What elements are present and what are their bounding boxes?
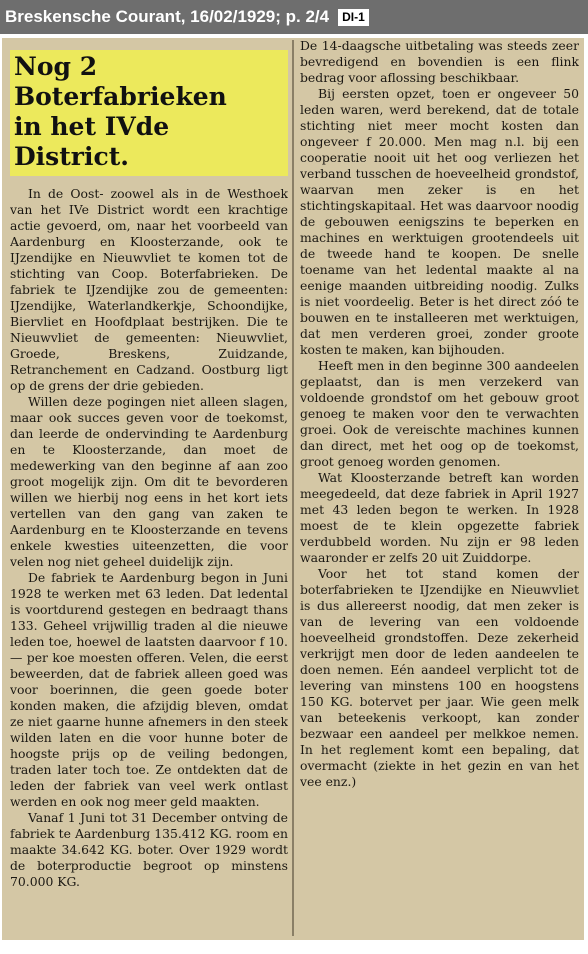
paragraph: Vanaf 1 Juni tot 31 December ontving de fabriek te Aardenburg 135.412 KG. room en maakte 34.642 KG. boter. Over 1929 wordt de boterproductie begroot op minstens 70.000 KG. xyxy=(10,810,288,889)
paragraph: Bij eersten opzet, toen er ongeveer 50 leden waren, werd berekend, dat de totale stichting niet meer mocht kosten dan ongeveer f 20.000. Men mag n.l. bij een cooperatie nooit uit het oog verliezen het verband tusschen de hoeveelheid grondstof, waarvan men zeker is en het stichtingskapitaal. Het was daarvoor noodig de gebouwen eenigszins te beperken en machines en werktuigen grootendeels uit de tweede hand te koopen. De snelle toename van het ledental maakte al na eenige maanden uitbreiding noodig. Zulks is niet voordeelig. Beter is het direct zóó te bouwen en te installeeren met werktuigen, dat men verderen groei, zonder groote kosten te maken, kan bijhouden. xyxy=(300,86,579,357)
paragraph: In de Oost- zoowel als in de Westhoek van het IVe District wordt een krachtige actie gevoerd, om, naar het voorbeeld van Aardenburg en Kloosterzande, ook te IJzendijke en Nieuwvliet te komen tot de stichting van Coop. Boterfabrieken. De fabriek te IJzendijke zou de gemeenten: IJzendijke, Waterlandkerkje, Schoondijke, Biervliet en Hoofdplaat bestrijken. Die te Nieuwvliet de gemeenten: Nieuwvliet, Groede, Breskens, Zuidzande, Retranchement en Cadzand. Oostburg ligt op de grens der drie gebieden. xyxy=(10,186,288,393)
headline-line-1: Nog 2 Boterfabrieken xyxy=(14,52,227,111)
paragraph: Heeft men in den beginne 300 aandeelen geplaatst, dan is men verzekerd van voldoende grondstof om het gebouw groot genoeg te maken voor den te verwachten groei. Ook de vereischte machines kunnen dan direct, met het oog op de toekomst, groot genoeg worden genomen. xyxy=(300,358,579,469)
newspaper-clipping xyxy=(2,38,584,940)
document-badge: DI-1 xyxy=(338,9,369,26)
paragraph-continued: De 14-daagsche uitbetaling was steeds zeer bevredigend en bovendien is een flink bedrag voor aflossing beschikbaar. xyxy=(300,38,579,85)
page-title: Breskensche Courant, 16/02/1929; p. 2/4 xyxy=(5,7,330,26)
paragraph: Voor het tot stand komen der boterfabrieken te IJzendijke en Nieuwvliet is dus allereerst noodig, dat men zeker is van de levering van een voldoende hoeveelheid grondstoffen. Deze zekerheid verkrijgt men door de leden aandeelen te doen nemen. Eén aandeel verplicht tot de levering van minstens 100 en hoogstens 150 KG. botervet per jaar. Wie geen melk van beteekenis verkoopt, kan zonder bezwaar een aandeel per melkkoe nemen. In het reglement komt een bepaling, dat overmacht (ziekte in het gezin en van het vee enz.) xyxy=(300,566,579,789)
headline-line-2: in het IVde District. xyxy=(14,112,170,171)
left-column xyxy=(10,38,288,938)
title-bar xyxy=(0,0,588,34)
column-divider xyxy=(292,40,294,936)
headline xyxy=(10,50,288,176)
paragraph: Wat Kloosterzande betreft kan worden meegedeeld, dat deze fabriek in April 1927 met 43 leden begon te werken. In 1928 moest de te klein opgezette fabriek verdubbeld worden. Nu zijn er 98 leden waaronder er zelfs 20 uit Zuiddorpe. xyxy=(300,470,579,565)
right-column xyxy=(300,38,579,938)
paragraph: Willen deze pogingen niet alleen slagen, maar ook succes geven voor de toekomst, dan leerde de ondervinding te Aardenburg en te Kloosterzande, dan moet de medewerking van den beginne af aan zoo groot mogelijk zijn. Om dit te bevorderen willen we hierbij nog eens in het kort iets vertellen van den gang van zaken te Aardenburg en te Kloosterzande en tevens enkele kwesties uiteenzetten, die voor velen nog niet geheel duidelijk zijn. xyxy=(10,394,288,569)
paragraph: De fabriek te Aardenburg begon in Juni 1928 te werken met 63 leden. Dat ledental is voortdurend gestegen en bedraagt thans 133. Geheel vrijwillig traden al die nieuwe leden toe, hoewel de laatsten daarvoor f 10.— per koe moesten offeren. Velen, die eerst beweerden, dat de fabriek alleen goed was voor boerinnen, die geen goede boter konden maken, die afzijdig bleven, omdat ze niet gaarne hunne afnemers in den steek wilden laten en die voor hunne boter de hoogste prijs op de veiling bedongen, traden later toch toe. Ze ontdekten dat de leden der fabriek van veel werk ontlast werden en ook nog meer geld maakten. xyxy=(10,570,288,809)
